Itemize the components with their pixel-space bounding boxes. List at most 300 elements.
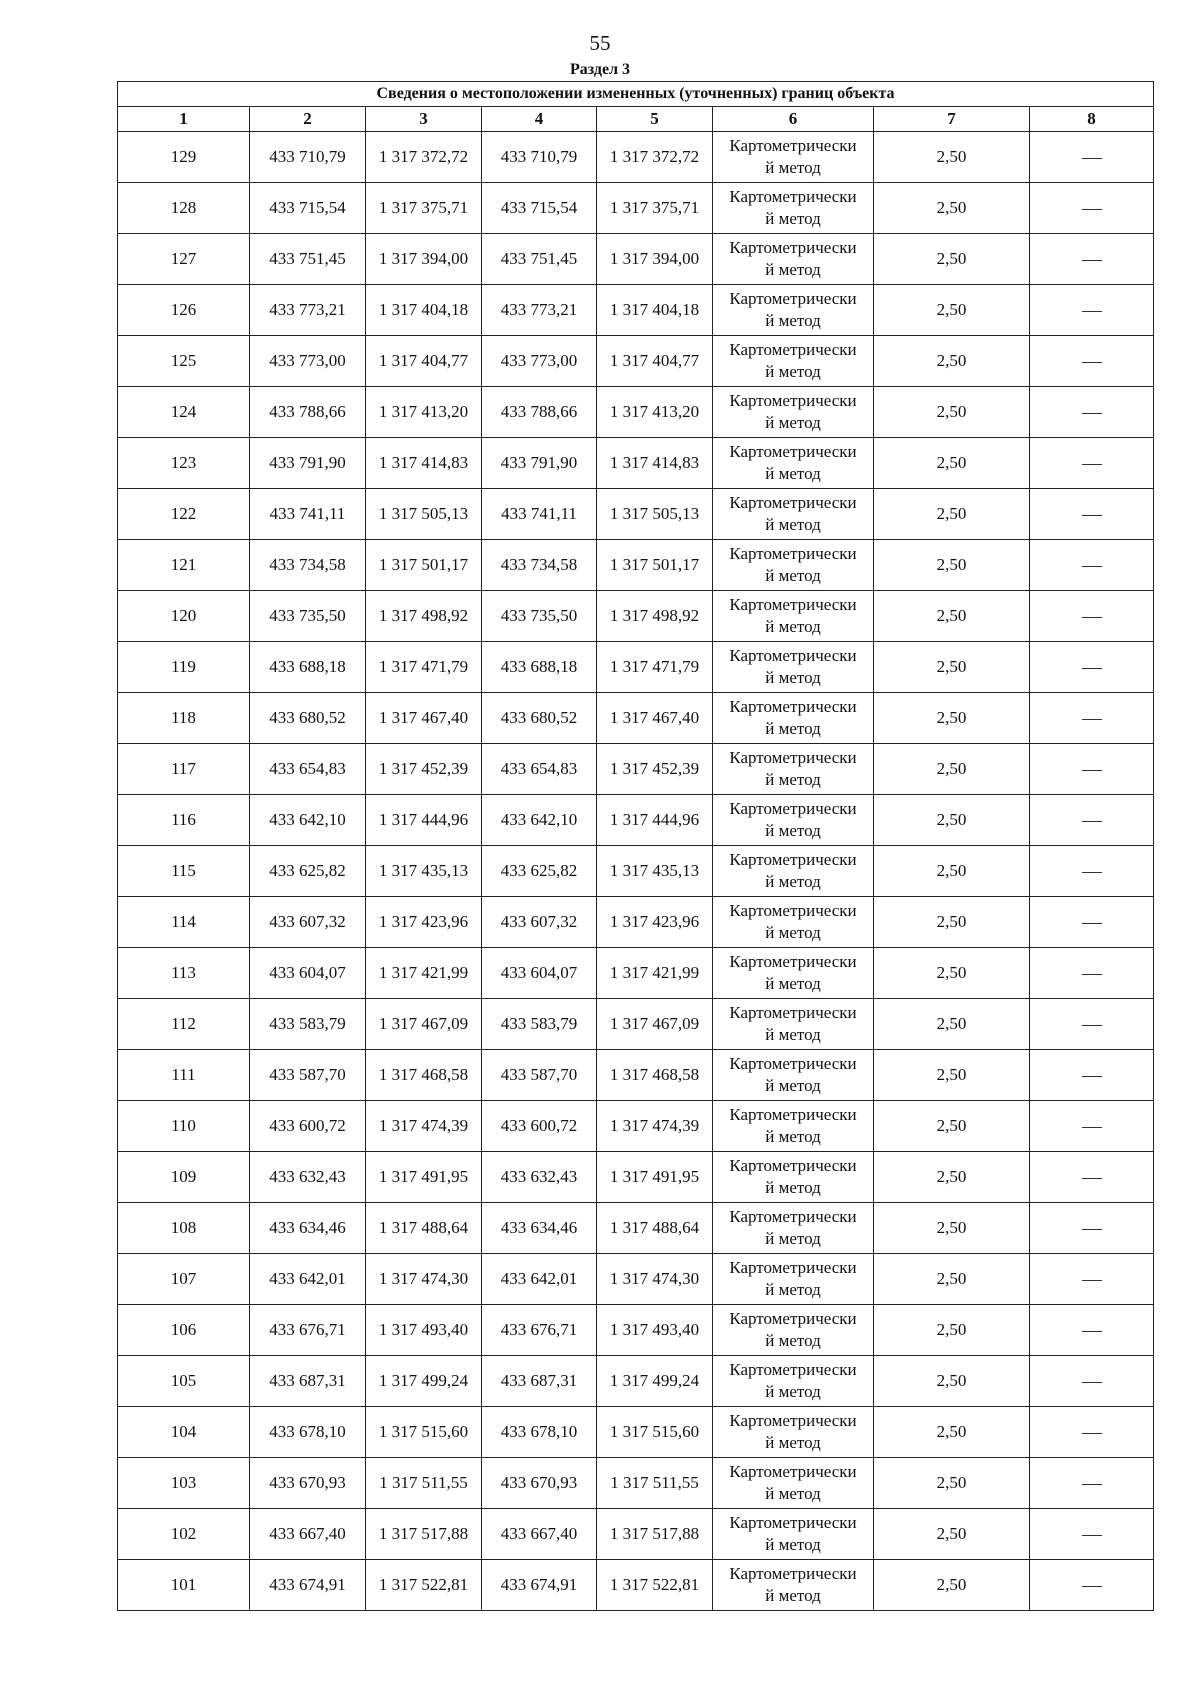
description-cell xyxy=(1030,1050,1154,1101)
table-row xyxy=(118,1305,1154,1356)
y-refined-cell: 1 317 452,39 xyxy=(597,744,713,795)
y-refined-cell: 1 317 421,99 xyxy=(597,948,713,999)
x-refined-cell: 433 710,79 xyxy=(482,132,597,183)
accuracy-cell: 2,50 xyxy=(874,999,1030,1050)
y-refined-cell: 1 317 474,30 xyxy=(597,1254,713,1305)
dash-mark xyxy=(1082,668,1102,669)
accuracy-cell: 2,50 xyxy=(874,1254,1030,1305)
table-row xyxy=(118,1560,1154,1611)
method-line: й метод xyxy=(765,515,821,534)
accuracy-cell: 2,50 xyxy=(874,540,1030,591)
point-number-cell: 123 xyxy=(118,438,250,489)
table-row xyxy=(118,642,1154,693)
accuracy-cell: 2,50 xyxy=(874,1560,1030,1611)
method-line: й метод xyxy=(765,821,821,840)
x-existing-cell: 433 642,01 xyxy=(250,1254,366,1305)
method-line: й метод xyxy=(765,770,821,789)
method-line: Картометрически xyxy=(729,1258,857,1277)
x-refined-cell: 433 734,58 xyxy=(482,540,597,591)
dash-mark xyxy=(1082,770,1102,771)
x-existing-cell: 433 687,31 xyxy=(250,1356,366,1407)
x-existing-cell: 433 670,93 xyxy=(250,1458,366,1509)
y-existing-cell: 1 317 404,77 xyxy=(366,336,482,387)
x-existing-cell: 433 773,21 xyxy=(250,285,366,336)
y-refined-cell: 1 317 467,09 xyxy=(597,999,713,1050)
point-number-cell: 101 xyxy=(118,1560,250,1611)
method-cell xyxy=(713,1509,874,1560)
table-body xyxy=(118,132,1154,1611)
table-caption: Сведения о местоположении измененных (уточненных) границ объекта xyxy=(118,82,1154,107)
x-existing-cell: 433 607,32 xyxy=(250,897,366,948)
y-refined-cell: 1 317 467,40 xyxy=(597,693,713,744)
y-refined-cell: 1 317 511,55 xyxy=(597,1458,713,1509)
description-cell xyxy=(1030,336,1154,387)
method-line: Картометрически xyxy=(729,850,857,869)
y-refined-cell: 1 317 493,40 xyxy=(597,1305,713,1356)
column-number: 1 xyxy=(118,107,250,132)
accuracy-cell: 2,50 xyxy=(874,1101,1030,1152)
description-cell xyxy=(1030,1458,1154,1509)
method-cell xyxy=(713,387,874,438)
x-refined-cell: 433 751,45 xyxy=(482,234,597,285)
method-line: Картометрически xyxy=(729,544,857,563)
point-number-cell: 127 xyxy=(118,234,250,285)
method-cell xyxy=(713,489,874,540)
column-number: 5 xyxy=(597,107,713,132)
method-line: Картометрически xyxy=(729,1003,857,1022)
point-number-cell: 102 xyxy=(118,1509,250,1560)
accuracy-cell: 2,50 xyxy=(874,846,1030,897)
y-existing-cell: 1 317 467,40 xyxy=(366,693,482,744)
description-cell xyxy=(1030,183,1154,234)
method-line: Картометрически xyxy=(729,442,857,461)
x-existing-cell: 433 791,90 xyxy=(250,438,366,489)
description-cell xyxy=(1030,1356,1154,1407)
dash-mark xyxy=(1082,1229,1102,1230)
description-cell xyxy=(1030,234,1154,285)
x-refined-cell: 433 642,10 xyxy=(482,795,597,846)
point-number-cell: 122 xyxy=(118,489,250,540)
method-cell xyxy=(713,1152,874,1203)
method-line: й метод xyxy=(765,923,821,942)
y-existing-cell: 1 317 414,83 xyxy=(366,438,482,489)
method-line: Картометрически xyxy=(729,391,857,410)
accuracy-cell: 2,50 xyxy=(874,489,1030,540)
accuracy-cell: 2,50 xyxy=(874,438,1030,489)
x-refined-cell: 433 678,10 xyxy=(482,1407,597,1458)
method-cell xyxy=(713,744,874,795)
method-line: Картометрически xyxy=(729,1105,857,1124)
y-existing-cell: 1 317 375,71 xyxy=(366,183,482,234)
table-row xyxy=(118,1203,1154,1254)
description-cell xyxy=(1030,489,1154,540)
boundary-coordinates-table xyxy=(117,81,1154,1611)
y-refined-cell: 1 317 498,92 xyxy=(597,591,713,642)
table-caption-row xyxy=(118,82,1154,107)
x-refined-cell: 433 715,54 xyxy=(482,183,597,234)
x-refined-cell: 433 687,31 xyxy=(482,1356,597,1407)
method-line: й метод xyxy=(765,1076,821,1095)
description-cell xyxy=(1030,1305,1154,1356)
table-row xyxy=(118,132,1154,183)
x-refined-cell: 433 642,01 xyxy=(482,1254,597,1305)
x-refined-cell: 433 583,79 xyxy=(482,999,597,1050)
method-line: Картометрически xyxy=(729,646,857,665)
table-row xyxy=(118,744,1154,795)
y-refined-cell: 1 317 491,95 xyxy=(597,1152,713,1203)
table-row xyxy=(118,591,1154,642)
table-row xyxy=(118,795,1154,846)
method-line: Картометрически xyxy=(729,748,857,767)
x-existing-cell: 433 715,54 xyxy=(250,183,366,234)
method-cell xyxy=(713,642,874,693)
point-number-cell: 104 xyxy=(118,1407,250,1458)
x-refined-cell: 433 604,07 xyxy=(482,948,597,999)
method-cell xyxy=(713,1101,874,1152)
table-row xyxy=(118,897,1154,948)
point-number-cell: 126 xyxy=(118,285,250,336)
method-cell xyxy=(713,846,874,897)
table-row xyxy=(118,1458,1154,1509)
y-existing-cell: 1 317 372,72 xyxy=(366,132,482,183)
point-number-cell: 116 xyxy=(118,795,250,846)
column-number: 4 xyxy=(482,107,597,132)
x-existing-cell: 433 788,66 xyxy=(250,387,366,438)
description-cell xyxy=(1030,285,1154,336)
table-row xyxy=(118,489,1154,540)
accuracy-cell: 2,50 xyxy=(874,1152,1030,1203)
method-line: Картометрически xyxy=(729,340,857,359)
x-refined-cell: 433 676,71 xyxy=(482,1305,597,1356)
description-cell xyxy=(1030,693,1154,744)
table-row xyxy=(118,1152,1154,1203)
method-cell xyxy=(713,540,874,591)
dash-mark xyxy=(1082,413,1102,414)
dash-mark xyxy=(1082,260,1102,261)
point-number-cell: 107 xyxy=(118,1254,250,1305)
y-refined-cell: 1 317 515,60 xyxy=(597,1407,713,1458)
dash-mark xyxy=(1082,566,1102,567)
x-existing-cell: 433 688,18 xyxy=(250,642,366,693)
column-number-row xyxy=(118,107,1154,132)
method-line: Картометрически xyxy=(729,1360,857,1379)
point-number-cell: 114 xyxy=(118,897,250,948)
description-cell xyxy=(1030,642,1154,693)
description-cell xyxy=(1030,1407,1154,1458)
method-line: й метод xyxy=(765,311,821,330)
method-line: й метод xyxy=(765,1025,821,1044)
dash-mark xyxy=(1082,1586,1102,1587)
y-existing-cell: 1 317 423,96 xyxy=(366,897,482,948)
table-row xyxy=(118,540,1154,591)
x-refined-cell: 433 788,66 xyxy=(482,387,597,438)
method-line: й метод xyxy=(765,719,821,738)
y-refined-cell: 1 317 468,58 xyxy=(597,1050,713,1101)
x-refined-cell: 433 632,43 xyxy=(482,1152,597,1203)
description-cell xyxy=(1030,387,1154,438)
y-refined-cell: 1 317 435,13 xyxy=(597,846,713,897)
x-refined-cell: 433 674,91 xyxy=(482,1560,597,1611)
method-cell xyxy=(713,336,874,387)
table-row xyxy=(118,948,1154,999)
y-existing-cell: 1 317 493,40 xyxy=(366,1305,482,1356)
method-line: й метод xyxy=(765,362,821,381)
point-number-cell: 124 xyxy=(118,387,250,438)
y-existing-cell: 1 317 394,00 xyxy=(366,234,482,285)
x-refined-cell: 433 625,82 xyxy=(482,846,597,897)
table-row xyxy=(118,999,1154,1050)
method-line: й метод xyxy=(765,617,821,636)
description-cell xyxy=(1030,948,1154,999)
x-existing-cell: 433 583,79 xyxy=(250,999,366,1050)
y-refined-cell: 1 317 501,17 xyxy=(597,540,713,591)
x-refined-cell: 433 587,70 xyxy=(482,1050,597,1101)
description-cell xyxy=(1030,438,1154,489)
point-number-cell: 120 xyxy=(118,591,250,642)
x-refined-cell: 433 773,00 xyxy=(482,336,597,387)
point-number-cell: 105 xyxy=(118,1356,250,1407)
point-number-cell: 128 xyxy=(118,183,250,234)
method-line: Картометрически xyxy=(729,238,857,257)
dash-mark xyxy=(1082,209,1102,210)
table-row xyxy=(118,693,1154,744)
method-cell xyxy=(713,795,874,846)
method-line: й метод xyxy=(765,872,821,891)
point-number-cell: 111 xyxy=(118,1050,250,1101)
method-cell xyxy=(713,1203,874,1254)
x-existing-cell: 433 735,50 xyxy=(250,591,366,642)
y-existing-cell: 1 317 517,88 xyxy=(366,1509,482,1560)
method-line: й метод xyxy=(765,1484,821,1503)
method-line: Картометрически xyxy=(729,697,857,716)
method-line: й метод xyxy=(765,1178,821,1197)
table-row xyxy=(118,285,1154,336)
method-line: й метод xyxy=(765,209,821,228)
dash-mark xyxy=(1082,1178,1102,1179)
x-refined-cell: 433 607,32 xyxy=(482,897,597,948)
accuracy-cell: 2,50 xyxy=(874,591,1030,642)
accuracy-cell: 2,50 xyxy=(874,1407,1030,1458)
method-line: й метод xyxy=(765,260,821,279)
column-number: 8 xyxy=(1030,107,1154,132)
column-number: 6 xyxy=(713,107,874,132)
accuracy-cell: 2,50 xyxy=(874,642,1030,693)
table-row xyxy=(118,1254,1154,1305)
y-refined-cell: 1 317 404,18 xyxy=(597,285,713,336)
method-line: й метод xyxy=(765,1127,821,1146)
description-cell xyxy=(1030,1509,1154,1560)
x-existing-cell: 433 734,58 xyxy=(250,540,366,591)
y-refined-cell: 1 317 404,77 xyxy=(597,336,713,387)
point-number-cell: 108 xyxy=(118,1203,250,1254)
accuracy-cell: 2,50 xyxy=(874,1356,1030,1407)
dash-mark xyxy=(1082,1433,1102,1434)
method-cell xyxy=(713,948,874,999)
accuracy-cell: 2,50 xyxy=(874,1203,1030,1254)
accuracy-cell: 2,50 xyxy=(874,234,1030,285)
dash-mark xyxy=(1082,923,1102,924)
description-cell xyxy=(1030,1152,1154,1203)
dash-mark xyxy=(1082,719,1102,720)
description-cell xyxy=(1030,999,1154,1050)
method-line: й метод xyxy=(765,1280,821,1299)
y-refined-cell: 1 317 372,72 xyxy=(597,132,713,183)
y-existing-cell: 1 317 413,20 xyxy=(366,387,482,438)
dash-mark xyxy=(1082,362,1102,363)
y-existing-cell: 1 317 499,24 xyxy=(366,1356,482,1407)
y-existing-cell: 1 317 488,64 xyxy=(366,1203,482,1254)
x-existing-cell: 433 674,91 xyxy=(250,1560,366,1611)
x-refined-cell: 433 735,50 xyxy=(482,591,597,642)
description-cell xyxy=(1030,591,1154,642)
x-refined-cell: 433 791,90 xyxy=(482,438,597,489)
description-cell xyxy=(1030,1254,1154,1305)
y-refined-cell: 1 317 414,83 xyxy=(597,438,713,489)
method-cell xyxy=(713,1254,874,1305)
point-number-cell: 129 xyxy=(118,132,250,183)
y-existing-cell: 1 317 421,99 xyxy=(366,948,482,999)
point-number-cell: 113 xyxy=(118,948,250,999)
method-line: й метод xyxy=(765,1433,821,1452)
point-number-cell: 110 xyxy=(118,1101,250,1152)
table-row xyxy=(118,1101,1154,1152)
accuracy-cell: 2,50 xyxy=(874,795,1030,846)
dash-mark xyxy=(1082,1535,1102,1536)
method-cell xyxy=(713,1407,874,1458)
point-number-cell: 117 xyxy=(118,744,250,795)
x-existing-cell: 433 667,40 xyxy=(250,1509,366,1560)
dash-mark xyxy=(1082,821,1102,822)
x-existing-cell: 433 654,83 xyxy=(250,744,366,795)
x-existing-cell: 433 632,43 xyxy=(250,1152,366,1203)
section-title: Раздел 3 xyxy=(569,61,631,78)
dash-mark xyxy=(1082,617,1102,618)
table-row xyxy=(118,234,1154,285)
y-existing-cell: 1 317 498,92 xyxy=(366,591,482,642)
y-refined-cell: 1 317 474,39 xyxy=(597,1101,713,1152)
x-existing-cell: 433 741,11 xyxy=(250,489,366,540)
table-row xyxy=(118,1509,1154,1560)
method-line: й метод xyxy=(765,668,821,687)
method-cell xyxy=(713,1458,874,1509)
x-existing-cell: 433 604,07 xyxy=(250,948,366,999)
table-row xyxy=(118,1407,1154,1458)
x-existing-cell: 433 773,00 xyxy=(250,336,366,387)
x-existing-cell: 433 587,70 xyxy=(250,1050,366,1101)
method-line: Картометрически xyxy=(729,1564,857,1583)
method-cell xyxy=(713,183,874,234)
method-line: й метод xyxy=(765,1331,821,1350)
method-line: й метод xyxy=(765,566,821,585)
method-line: й метод xyxy=(765,1535,821,1554)
method-line: Картометрически xyxy=(729,1054,857,1073)
point-number-cell: 119 xyxy=(118,642,250,693)
y-existing-cell: 1 317 474,30 xyxy=(366,1254,482,1305)
description-cell xyxy=(1030,846,1154,897)
y-existing-cell: 1 317 435,13 xyxy=(366,846,482,897)
x-existing-cell: 433 600,72 xyxy=(250,1101,366,1152)
method-cell xyxy=(713,693,874,744)
x-existing-cell: 433 625,82 xyxy=(250,846,366,897)
x-existing-cell: 433 710,79 xyxy=(250,132,366,183)
dash-mark xyxy=(1082,1382,1102,1383)
y-existing-cell: 1 317 467,09 xyxy=(366,999,482,1050)
method-line: Картометрически xyxy=(729,1309,857,1328)
method-line: й метод xyxy=(765,413,821,432)
y-existing-cell: 1 317 444,96 xyxy=(366,795,482,846)
accuracy-cell: 2,50 xyxy=(874,897,1030,948)
method-line: Картометрически xyxy=(729,595,857,614)
y-refined-cell: 1 317 375,71 xyxy=(597,183,713,234)
accuracy-cell: 2,50 xyxy=(874,336,1030,387)
method-line: й метод xyxy=(765,1229,821,1248)
y-refined-cell: 1 317 522,81 xyxy=(597,1560,713,1611)
accuracy-cell: 2,50 xyxy=(874,1509,1030,1560)
table-row xyxy=(118,438,1154,489)
x-refined-cell: 433 670,93 xyxy=(482,1458,597,1509)
method-line: й метод xyxy=(765,464,821,483)
accuracy-cell: 2,50 xyxy=(874,948,1030,999)
y-existing-cell: 1 317 505,13 xyxy=(366,489,482,540)
accuracy-cell: 2,50 xyxy=(874,183,1030,234)
dash-mark xyxy=(1082,158,1102,159)
y-existing-cell: 1 317 474,39 xyxy=(366,1101,482,1152)
accuracy-cell: 2,50 xyxy=(874,1458,1030,1509)
table-row xyxy=(118,336,1154,387)
description-cell xyxy=(1030,540,1154,591)
y-existing-cell: 1 317 491,95 xyxy=(366,1152,482,1203)
x-refined-cell: 433 600,72 xyxy=(482,1101,597,1152)
y-refined-cell: 1 317 444,96 xyxy=(597,795,713,846)
point-number-cell: 109 xyxy=(118,1152,250,1203)
dash-mark xyxy=(1082,872,1102,873)
accuracy-cell: 2,50 xyxy=(874,744,1030,795)
method-line: Картометрически xyxy=(729,136,857,155)
dash-mark xyxy=(1082,515,1102,516)
method-cell xyxy=(713,234,874,285)
method-cell xyxy=(713,1305,874,1356)
table-row xyxy=(118,846,1154,897)
method-cell xyxy=(713,132,874,183)
method-line: Картометрически xyxy=(729,187,857,206)
description-cell xyxy=(1030,897,1154,948)
y-existing-cell: 1 317 452,39 xyxy=(366,744,482,795)
method-line: Картометрически xyxy=(729,952,857,971)
y-refined-cell: 1 317 499,24 xyxy=(597,1356,713,1407)
method-cell xyxy=(713,1356,874,1407)
method-cell xyxy=(713,1560,874,1611)
x-existing-cell: 433 642,10 xyxy=(250,795,366,846)
description-cell xyxy=(1030,744,1154,795)
method-cell xyxy=(713,1050,874,1101)
y-refined-cell: 1 317 505,13 xyxy=(597,489,713,540)
dash-mark xyxy=(1082,311,1102,312)
method-line: Картометрически xyxy=(729,1156,857,1175)
accuracy-cell: 2,50 xyxy=(874,285,1030,336)
column-number: 3 xyxy=(366,107,482,132)
method-cell xyxy=(713,438,874,489)
y-existing-cell: 1 317 501,17 xyxy=(366,540,482,591)
dash-mark xyxy=(1082,464,1102,465)
method-line: Картометрически xyxy=(729,1513,857,1532)
x-refined-cell: 433 680,52 xyxy=(482,693,597,744)
y-existing-cell: 1 317 404,18 xyxy=(366,285,482,336)
dash-mark xyxy=(1082,1127,1102,1128)
y-refined-cell: 1 317 488,64 xyxy=(597,1203,713,1254)
method-cell xyxy=(713,591,874,642)
method-line: й метод xyxy=(765,974,821,993)
y-existing-cell: 1 317 522,81 xyxy=(366,1560,482,1611)
